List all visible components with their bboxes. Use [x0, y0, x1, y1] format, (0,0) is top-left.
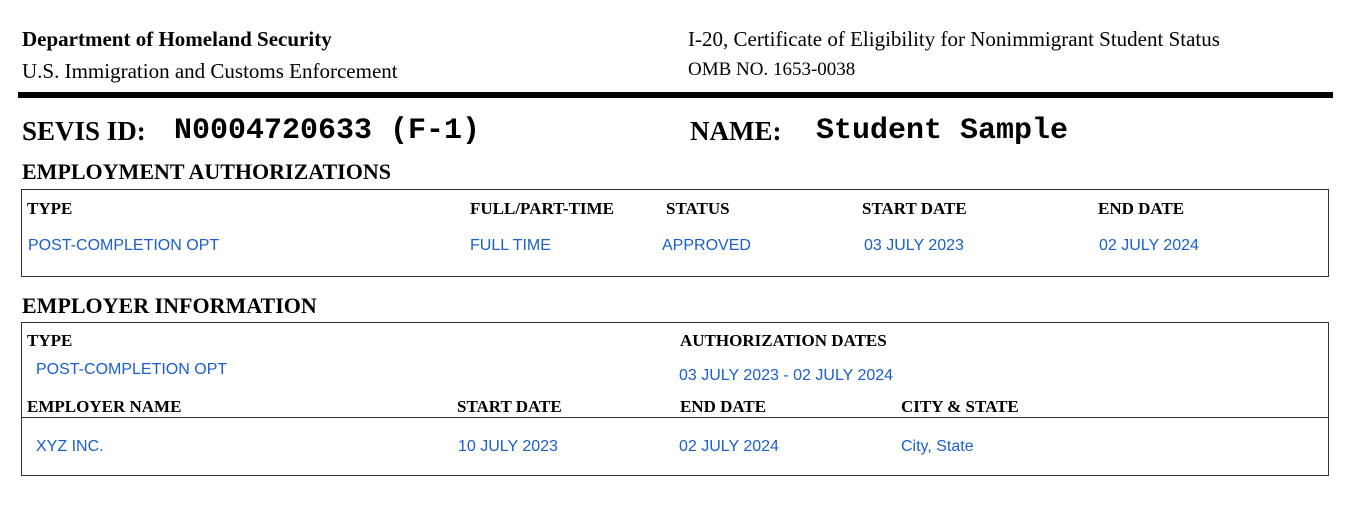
ei-type-value: POST-COMPLETION OPT	[36, 361, 228, 378]
ei-authorization-dates-label: AUTHORIZATION DATES	[680, 331, 887, 350]
name-label: NAME:	[690, 116, 782, 146]
ea-header-end-date: END DATE	[1098, 199, 1185, 218]
ea-header-start-date: START DATE	[862, 199, 967, 218]
ei-city-state-value: City, State	[901, 438, 974, 455]
ea-type-value: POST-COMPLETION OPT	[28, 237, 220, 254]
omb-number: OMB NO. 1653-0038	[688, 59, 856, 80]
ei-employer-name-value: XYZ INC.	[36, 438, 104, 455]
ei-header-end-date: END DATE	[680, 397, 767, 416]
ei-header-start-date: START DATE	[457, 397, 562, 416]
ei-authorization-dates-value: 03 JULY 2023 - 02 JULY 2024	[679, 367, 894, 384]
ei-start-date-value: 10 JULY 2023	[458, 438, 558, 455]
employer-row-divider	[21, 417, 1329, 418]
header-divider	[18, 92, 1333, 98]
ei-header-employer-name: EMPLOYER NAME	[27, 397, 182, 416]
ea-header-type: TYPE	[27, 199, 73, 218]
employment-authorizations-title: EMPLOYMENT AUTHORIZATIONS	[22, 159, 391, 184]
ea-header-status: STATUS	[666, 199, 730, 218]
employer-information-table	[21, 322, 1329, 476]
employer-information-title: EMPLOYER INFORMATION	[22, 293, 317, 318]
ea-start-date-value: 03 JULY 2023	[864, 237, 964, 254]
form-title: I-20, Certificate of Eligibility for Nonimmigrant Student Status	[688, 27, 1220, 51]
ea-header-full-part-time: FULL/PART-TIME	[470, 199, 614, 218]
ea-full-part-time-value: FULL TIME	[470, 237, 551, 254]
sevis-id-value: N0004720633 (F-1)	[174, 114, 481, 148]
sevis-id-label: SEVIS ID:	[22, 116, 146, 146]
sub-agency-name: U.S. Immigration and Customs Enforcement	[22, 59, 398, 83]
ei-type-label: TYPE	[27, 331, 73, 350]
agency-name: Department of Homeland Security	[22, 27, 332, 51]
ea-status-value: APPROVED	[662, 237, 751, 254]
student-name: Student Sample	[816, 114, 1069, 148]
ea-end-date-value: 02 JULY 2024	[1099, 237, 1199, 254]
ei-header-city-state: CITY & STATE	[901, 397, 1019, 416]
ei-end-date-value: 02 JULY 2024	[679, 438, 779, 455]
